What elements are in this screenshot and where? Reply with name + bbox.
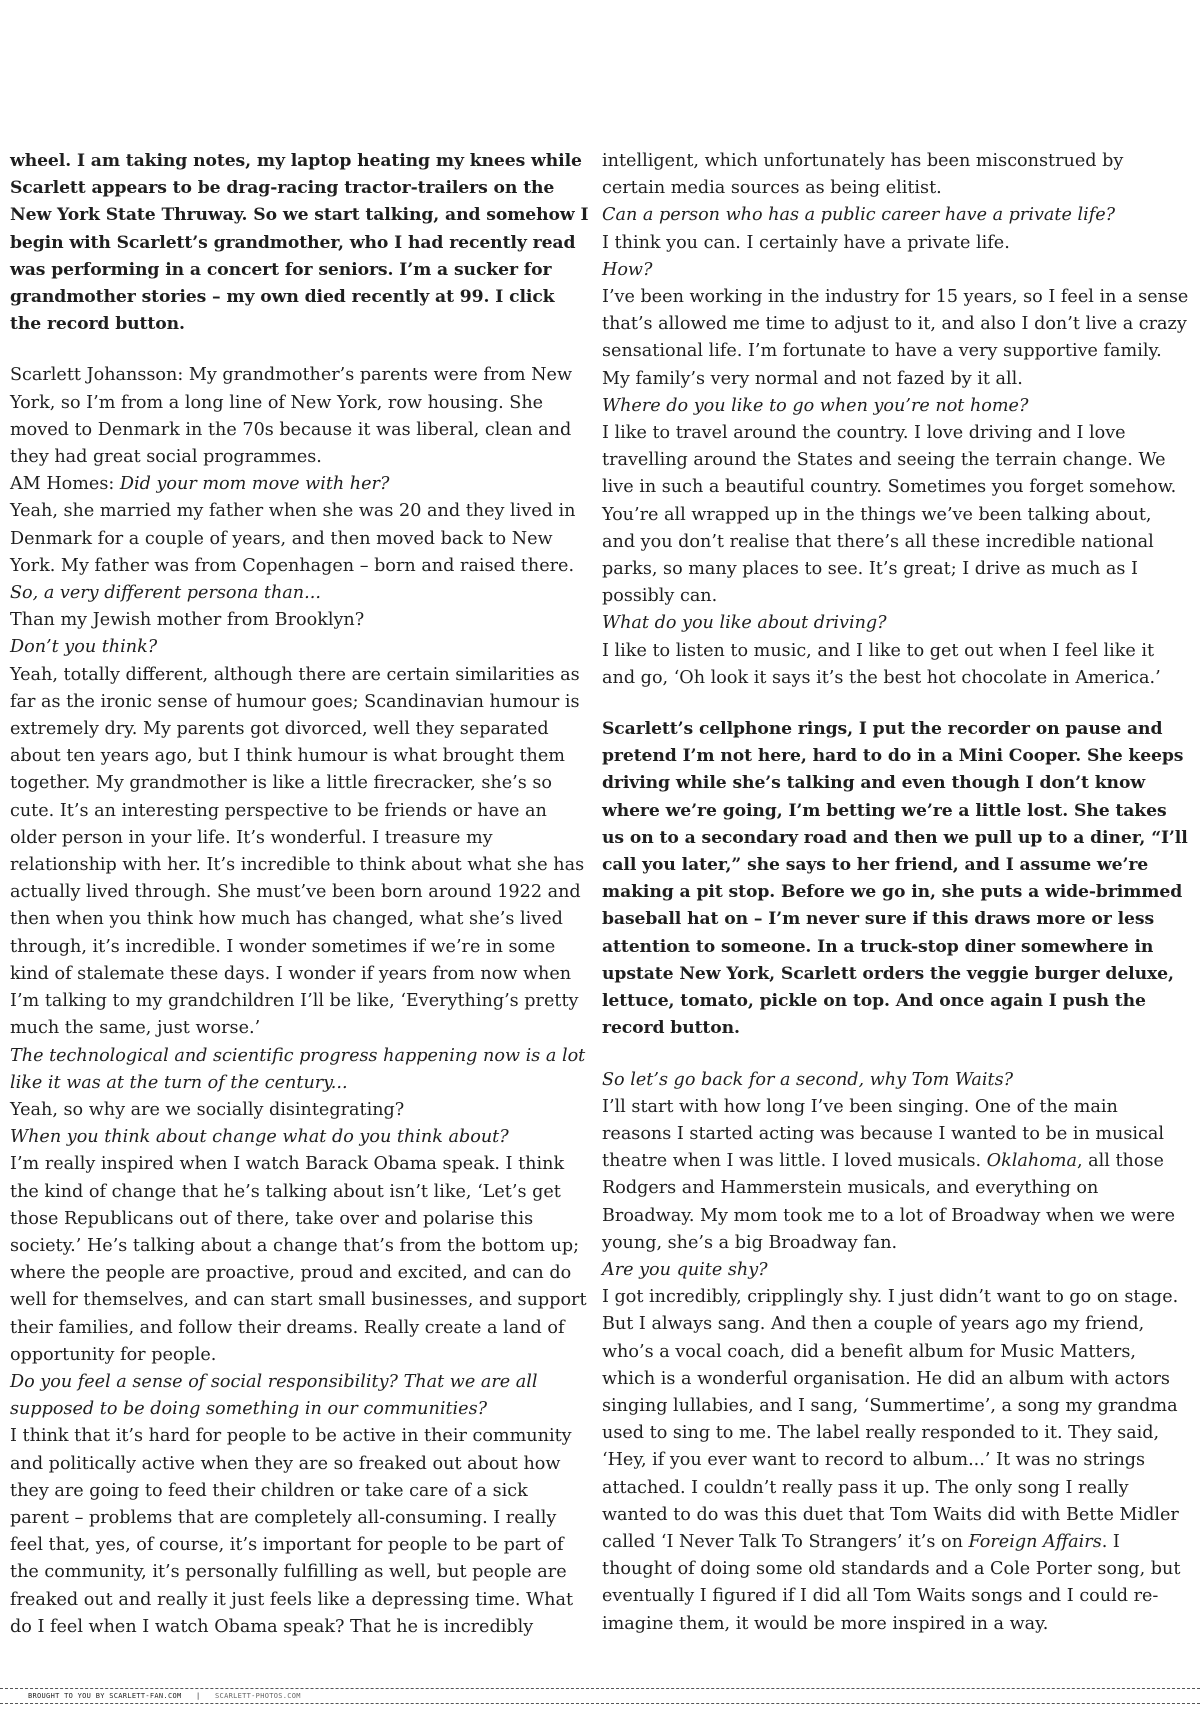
interview-question	[10, 471, 590, 498]
answer-text: I’ll start with how long I’ve been singing. One of the main reasons I started acting was because I wanted to be in musical theatre when I was little. I loved musicals.	[602, 1096, 1165, 1172]
interview-answer: I think that it’s hard for people to be active in their community and politically active when they are so freaked out about how they are going to feed their children or take care of a sick parent – problems that are completely all-consuming. I really feel that, yes, of course, it’s important for people to be part of the community, it’s personally fulfilling as well, but people are freaked out and really it just feels like a depressing time. What do I feel when I watch Obama speak? That he is incredibly	[10, 1426, 574, 1637]
interview-question: Don’t you think?	[10, 637, 158, 658]
question-text: Did your mom move with her?	[119, 474, 390, 495]
right-interview-body-1	[602, 148, 1190, 692]
footer-credits	[0, 1688, 1200, 1704]
title-italic: Oklahoma	[986, 1151, 1077, 1172]
interview-answer	[602, 1094, 1190, 1257]
interview-question: When you think about change what do you think about?	[10, 1127, 509, 1148]
interview-question: What do you like about driving?	[602, 613, 887, 634]
interview-answer: Than my Jewish mother from Brooklyn?	[10, 610, 365, 631]
interview-answer: I like to travel around the country. I love driving and I love travelling around the States and seeing the terrain change. We live in such a beautiful country. Sometimes you forget somehow. You’re all wrapped up in the things we’ve been talking about, and you don’t realise that there’s all these incredible national parks, so many places to see. It’s great; I drive as much as I possibly can.	[602, 423, 1177, 607]
interview-answer: I’ve been working in the industry for 15 years, so I feel in a sense that’s allowed me time to adjust to it, and also I don’t live a crazy sensational life. I’m fortunate to have a very supportive family. My family’s very normal and not fazed by it all.	[602, 287, 1189, 389]
interview-answer: Yeah, she married my father when she was 20 and they lived in Denmark for a couple of years, and then moved back to New York. My father was from Copenhagen – born and raised there.	[10, 501, 576, 576]
interview-question: The technological and scientific progress happening now is a lot like it was at the turn of the century...	[10, 1045, 586, 1093]
left-column	[10, 148, 590, 1641]
right-interview-body-2	[602, 1067, 1190, 1638]
footer-credit-2: SCARLETT-PHOTOS.COM	[215, 1692, 301, 1700]
right-column	[602, 148, 1190, 1638]
interview-answer: intelligent, which unfortunately has been misconstrued by certain media sources as being elitist.	[602, 151, 1124, 199]
interview-question: How?	[602, 259, 653, 280]
interview-answer: I think you can. I certainly have a private life.	[602, 232, 1010, 253]
interview-question: So let’s go back for a second, why Tom Waits?	[602, 1069, 1014, 1090]
answer-text: , all those Rodgers and Hammerstein musicals, and everything on Broadway. My mom took me to a lot of Broadway when we were young, she’s a big Broadway fan.	[602, 1151, 1176, 1253]
interview-question: Are you quite shy?	[602, 1259, 768, 1280]
interview-question: Where do you like to go when you’re not home?	[602, 395, 1029, 416]
interview-answer: I’m really inspired when I watch Barack Obama speak. I think the kind of change that he’s talking about isn’t like, ‘Let’s get those Republicans out of there, take over and polarise this society.’ He’s talking about a change that’s from the bottom up; where the people are proactive, proud and excited, and can do well for themselves, and can start small businesses, and support their families, and follow their dreams. Really create a land of opportunity for people.	[10, 1154, 587, 1365]
interview-question: Do you feel a sense of social responsibility? That we are all supposed to be doing something in our communities?	[10, 1371, 538, 1420]
speaker-label: AM Homes:	[10, 474, 120, 495]
interview-answer: I like to listen to music, and I like to get out when I feel like it and go, ‘Oh look it says it’s the best hot chocolate in America.’	[602, 640, 1161, 688]
left-interview-body	[10, 362, 590, 1641]
footer-separator: |	[196, 1692, 201, 1700]
narration-paragraph: Scarlett’s cellphone rings, I put the recorder on pause and pretend I’m not here, hard to do in a Mini Cooper. She keeps driving while she’s talking and even though I don’t know where we’re going, I’m betting we’re a little lost. She takes us on to a secondary road and then we pull up to a diner, “I’ll call you later,” she says to her friend, and I assume we’re making a pit stop. Before we go in, she puts a wide-brimmed baseball hat on – I’m never sure if this draws more or less attention to someone. In a truck-stop diner somewhere in upstate New York, Scarlett orders the veggie burger deluxe, lettuce, tomato, pickle on top. And once again I push the record button.	[602, 719, 1188, 1039]
interview-question: Can a person who has a public career have a private life?	[602, 205, 1116, 226]
intro-paragraph: wheel. I am taking notes, my laptop heating my knees while Scarlett appears to be drag-racing tractor-trailers on the New York State Thruway. So we start talking, and somehow I begin with Scarlett’s grandmother, who I had recently read was performing in a concert for seniors. I’m a sucker for grandmother stories – my own died recently at 99. I click the record button.	[10, 151, 589, 335]
interview-answer: Scarlett Johansson: My grandmother’s parents were from New York, so I’m from a long line of New York, row housing. She moved to Denmark in the 70s because it was liberal, clean and they had great social programmes.	[10, 365, 573, 468]
interview-question: So, a very different persona than...	[10, 583, 321, 604]
interview-answer: Yeah, so why are we socially disintegrating?	[10, 1099, 405, 1120]
interview-answer	[602, 1284, 1190, 1638]
footer-credit-1: BROUGHT TO YOU BY SCARLETT-FAN.COM	[28, 1692, 182, 1700]
title-italic: Foreign Affairs	[968, 1531, 1102, 1552]
answer-text: I got incredibly, cripplingly shy. I just didn’t want to go on stage. But I always sang. And then a couple of years ago my friend, who’s a vocal coach, did a benefit album for Music Matters, which is a wonderful organisation. He did an album with actors singing lullabies, and I sang, ‘Summertime’, a song my grandma used to sing to me. The label really responded to it. They said, ‘Hey, if you ever want to record to album...’ It was no strings attached. I couldn’t really pass it up. The only song I really wanted to do was this duet that Tom Waits did with Bette Midler called ‘I Never Talk To Strangers’ it’s on	[602, 1287, 1179, 1552]
answer-text: . I thought of doing some old standards and a Cole Porter song, but eventually I figured if I did all Tom Waits songs and I could re-imagine them, it would be more inspired in a way.	[602, 1531, 1181, 1634]
interview-answer: Yeah, totally different, although there are certain similarities as far as the ironic sense of humour goes; Scandinavian humour is extremely dry. My parents got divorced, well they separated about ten years ago, but I think humour is what brought them together. My grandmother is like a little firecracker, she’s so cute. It’s an interesting perspective to be friends or have an older person in your life. It’s wonderful. I treasure my relationship with her. It’s incredible to think about what she has actually lived through. She must’ve been born around 1922 and then when you think how much has changed, what she’s lived through, it’s incredible. I wonder sometimes if we’re in some kind of stalemate these days. I wonder if years from now when I’m talking to my grandchildren I’ll be like, ‘Everything’s pretty much the same, just worse.’	[10, 664, 585, 1039]
